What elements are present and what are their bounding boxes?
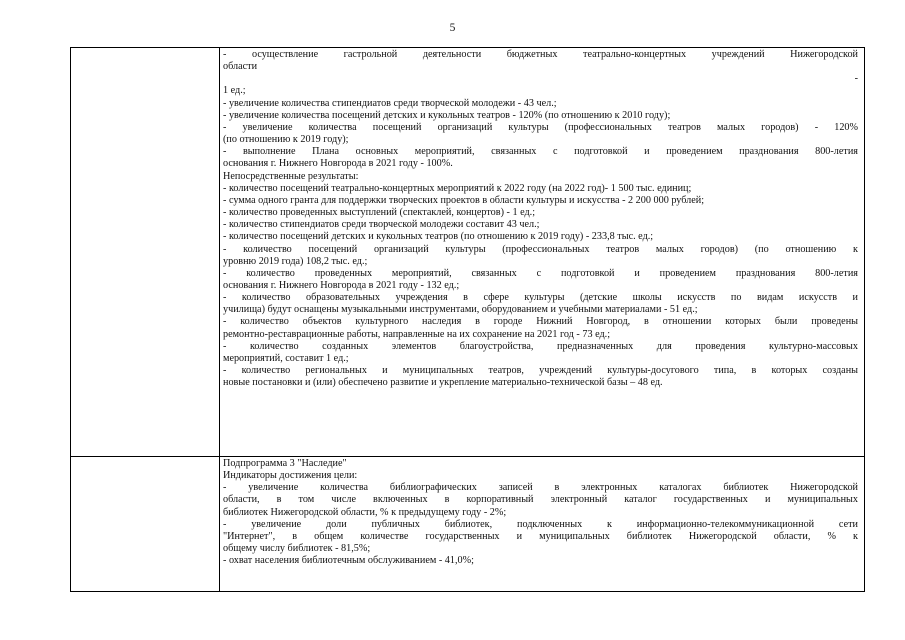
cell-text-block [220, 48, 864, 389]
text-line: области [223, 61, 258, 73]
text-line: - осуществление гастрольной деятельности бюджетных театрально-концертных учреждений Нижегородской [223, 49, 858, 60]
text-line: - увеличение количества библиографических записей в электронных каталогах библиотек Нижегородской [223, 482, 858, 494]
text-line: - количество проведенных мероприятий, связанных с подготовкой и проведением празднования 800-летия [223, 267, 858, 279]
text-line: новые постановки и (или) обеспечено развитие и укрепление материально-технической базы – 48 ед. [223, 377, 663, 389]
text-line: основания г. Нижнего Новгорода в 2021 году - 132 ед.; [223, 279, 460, 291]
text-line: 1 ед.; [223, 85, 246, 97]
text-line: - увеличение количества посещений детских и кукольных театров - 120% (по отношению к 2010 году); [223, 109, 671, 121]
left-cell-empty [71, 48, 220, 457]
text-line: "Интернет", в общем количестве государственных и муниципальных библиотек Нижегородской области, % к [223, 530, 858, 542]
cell-text-block [220, 457, 864, 567]
text-line: - количество образовательных учреждения в сфере культуры (детские школы искусств по видам искусств и [223, 292, 858, 304]
text-line: - охват населения библиотечным обслуживанием - 41,0%; [223, 555, 474, 567]
text-line: области, в том числе включенных в корпоративный электронный каталог государственных и муниципальных [223, 494, 858, 506]
text-line: - количество посещений организаций культуры (профессиональных театров малых городов) (по отношению к [223, 243, 858, 255]
text-line: - количество объектов культурного наследия в городе Нижний Новгород, в отношении которых были проведены [223, 316, 858, 328]
text-line: - [854, 73, 858, 85]
text-line: - количество проведенных выступлений (спектаклей, концертов) - 1 ед.; [223, 207, 536, 219]
text-line: - количество посещений театрально-концертных мероприятий к 2022 году (на 2022 год)- 1 500 тыс. единиц; [223, 182, 692, 194]
text-line: - увеличение доли публичных библиотек, подключенных к информационно-телекоммуникационной сети [223, 518, 858, 530]
text-line: (по отношению к 2019 году); [223, 134, 349, 146]
right-cell-subprogram [220, 457, 865, 592]
text-line: - количество стипендиатов среди творческой молодежи составит 43 чел.; [223, 219, 540, 231]
table-row [71, 48, 865, 457]
text-line: - увеличение количества посещений организаций культуры (профессиональных театров малых городов) - 120% [223, 121, 858, 133]
text-line: - сумма одного гранта для поддержки творческих проектов в области культуры и искусства - 2 200 000 рублей; [223, 194, 705, 206]
text-line: библиотек Нижегородской области, % к предыдущему году - 2%; [223, 506, 507, 518]
table-row [71, 457, 865, 592]
text-line: училища) будут оснащены музыкальными инструментами, оборудованием и учебными материалами - 51 ед.; [223, 304, 698, 316]
page-number: 5 [449, 22, 456, 34]
text-line: основания г. Нижнего Новгорода в 2021 году - 100%. [223, 158, 453, 170]
text-line: - количество региональных и муниципальных театров, учреждений культуры-досугового типа, в которых созданы [223, 365, 858, 377]
text-line: - количество посещений детских и кукольных театров (по отношению к 2019 году) - 233,8 тыс. ед.; [223, 231, 654, 243]
document-table [70, 47, 865, 592]
text-line: Индикаторы достижения цели: [223, 470, 358, 482]
text-line: уровню 2019 года) 108,2 тыс. ед.; [223, 255, 368, 267]
text-line: - количество созданных элементов благоустройства, предназначенных для проведения культурно-массовых [223, 340, 858, 352]
right-cell-results [220, 48, 865, 457]
text-line: - выполнение Плана основных мероприятий, связанных с подготовкой и проведением празднования 800-летия [223, 146, 858, 158]
text-line: - увеличение количества стипендиатов среди творческой молодежи - 43 чел.; [223, 97, 557, 109]
text-line: мероприятий, составит 1 ед.; [223, 352, 349, 364]
text-line: Подпрограмма 3 "Наследие" [223, 458, 347, 469]
text-line: ремонтно-реставрационные работы, направленные на их сохранение на 2021 год - 73 ед.; [223, 328, 611, 340]
text-line: Непосредственные результаты: [223, 170, 359, 182]
text-line: общему числу библиотек - 81,5%; [223, 543, 371, 555]
left-cell-empty [71, 457, 220, 592]
